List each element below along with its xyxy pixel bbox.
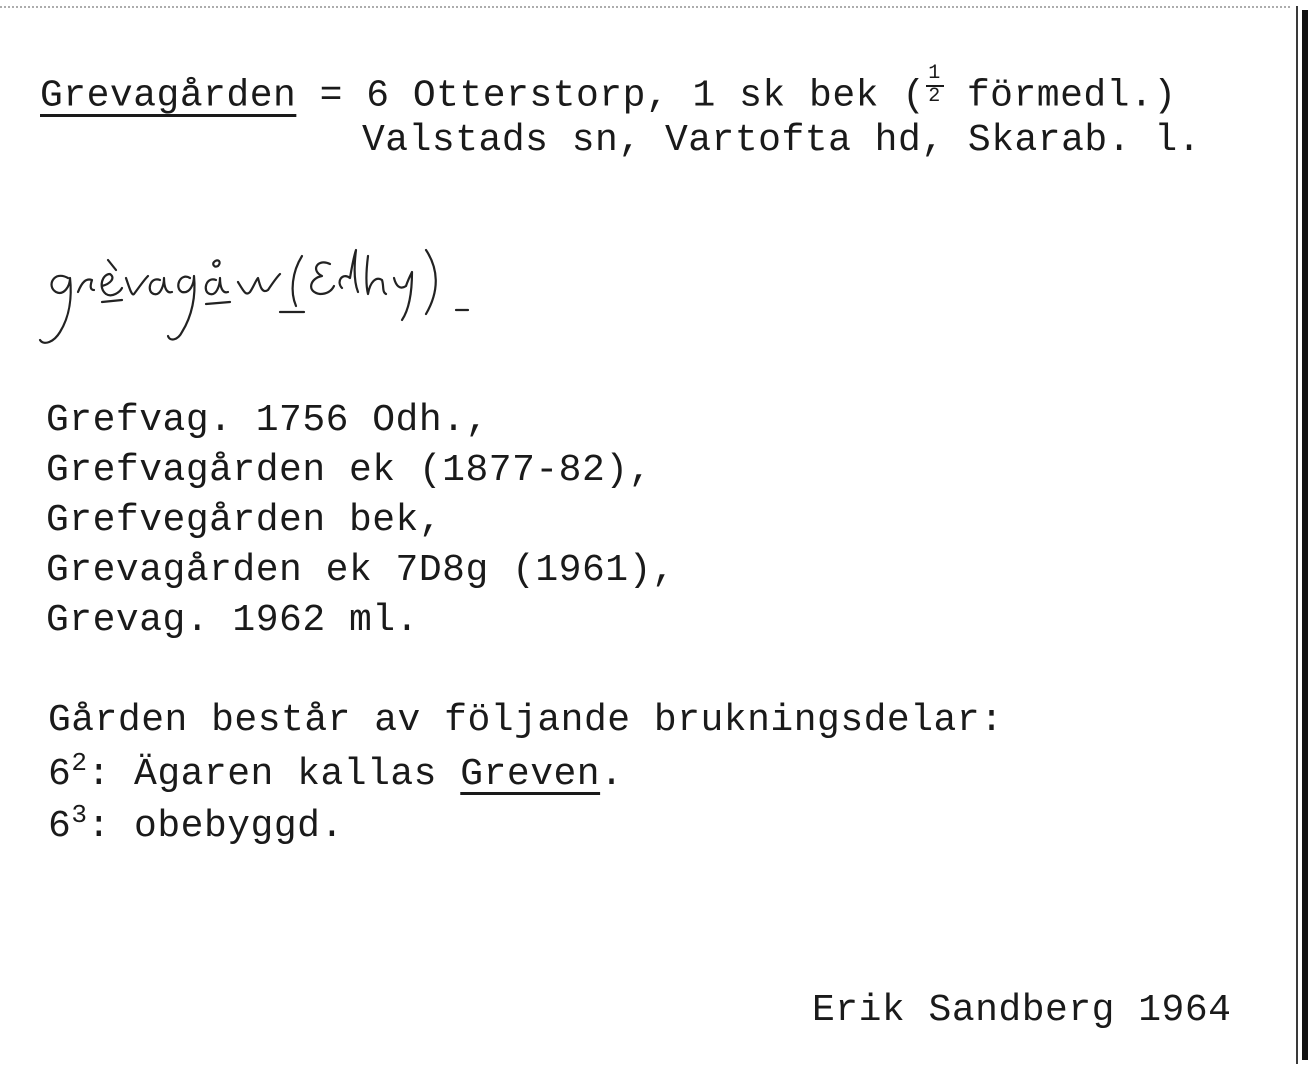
fraction-denominator: 2 [928, 85, 941, 108]
header-equals: = 6 Otterstorp, 1 sk bek ( [296, 74, 926, 118]
form-line-4: Grevagården ek 7D8g (1961), [46, 549, 676, 592]
handwritten-annotation [30, 220, 670, 370]
header-after-fraction: förmedl.) [943, 74, 1177, 118]
fraction-half [926, 64, 944, 107]
header-line-2: Valstads sn, Vartofta hd, Skarab. l. [362, 119, 1201, 162]
owner-nickname: Greven [460, 753, 601, 796]
parts-intro: Gården består av följande brukningsdelar: [48, 699, 1004, 742]
form-line-1: Grefvag. 1756 Odh., [46, 399, 489, 442]
form-line-5: Grevag. 1962 ml. [46, 599, 419, 642]
part-item-1-text: : Ägaren kallas [87, 753, 461, 796]
form-line-2: Grefvagården ek (1877-82), [46, 449, 652, 492]
card-edge-line [1296, 6, 1298, 1064]
part-item-1-number: 6 [48, 753, 72, 796]
place-name: Grevagården [40, 74, 297, 118]
fraction-numerator: 1 [926, 64, 944, 87]
card-edge-shadow [1302, 10, 1308, 1060]
part-item-1 [48, 748, 624, 796]
part-item-2 [48, 800, 344, 848]
part-item-1-end: . [600, 753, 624, 796]
part-item-2-text: : obebyggd. [87, 805, 344, 848]
part-item-2-superscript: 3 [71, 800, 88, 830]
header-line-1 [40, 62, 1177, 118]
scan-specks [0, 6, 1290, 14]
signature: Erik Sandberg 1964 [812, 989, 1232, 1032]
form-line-3: Grefvegården bek, [46, 499, 443, 542]
part-item-2-number: 6 [48, 805, 72, 848]
part-item-1-superscript: 2 [71, 748, 88, 778]
